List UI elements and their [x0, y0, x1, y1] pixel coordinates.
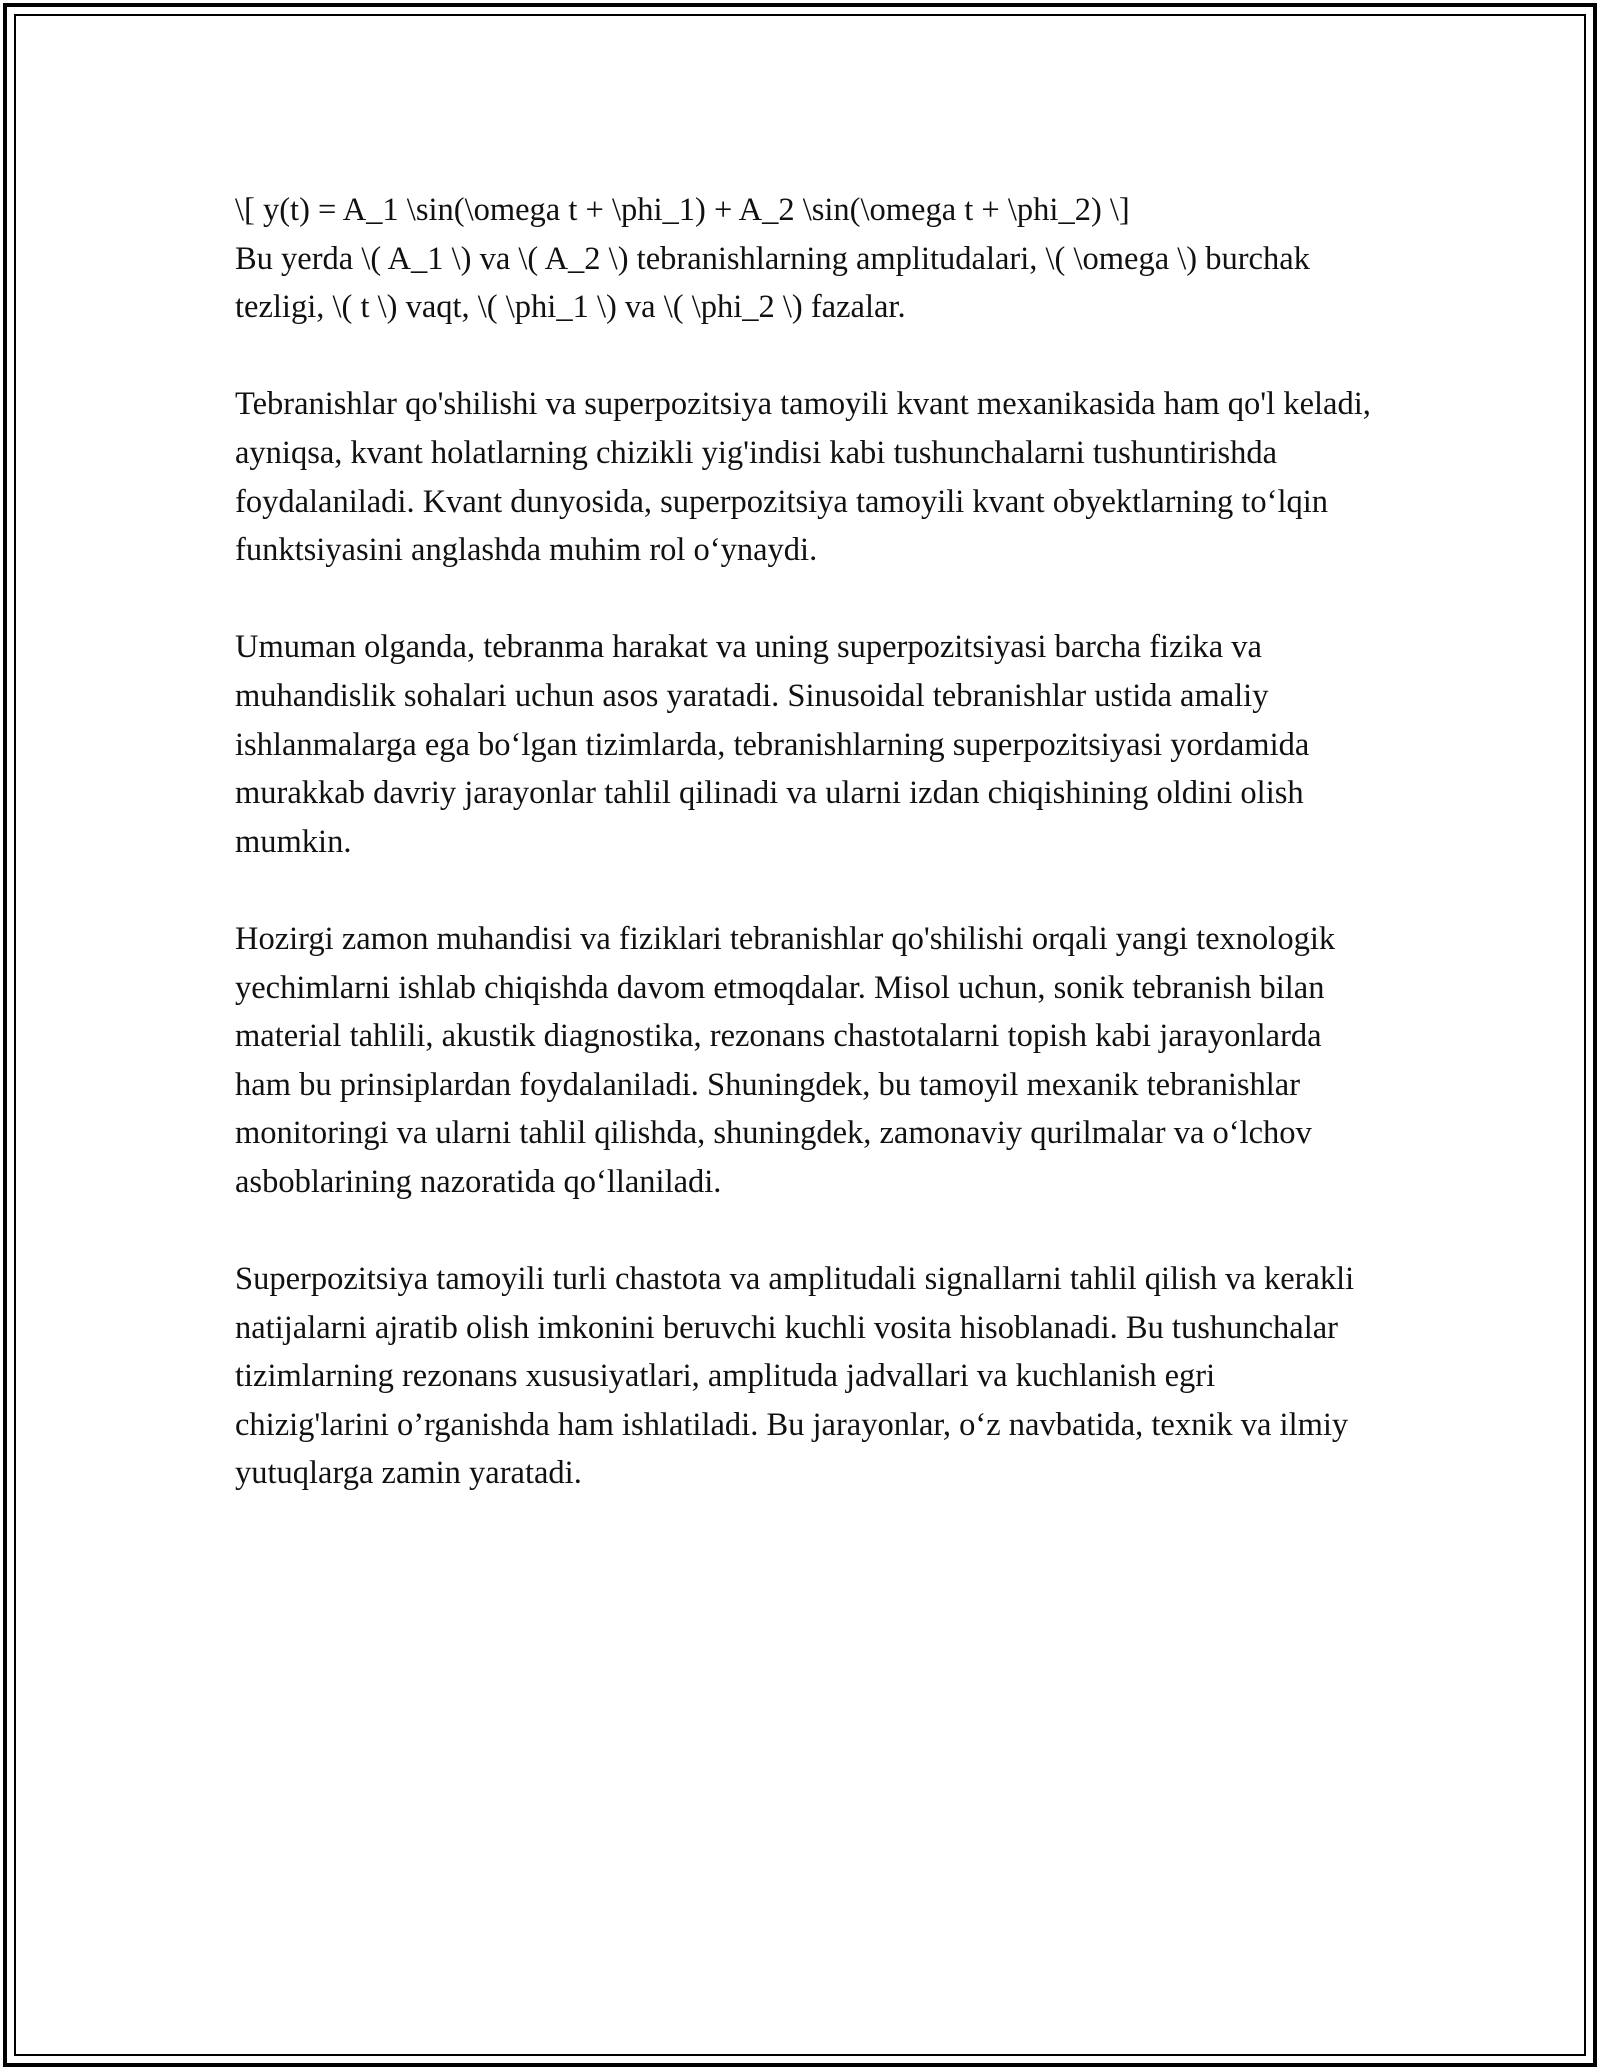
formula-explanation-paragraph: Bu yerda \( A_1 \) va \( A_2 \) tebranishlarning amplitudalari, \( \omega \) burchak tezligi, \( t \) vaqt, \( \phi_1 \) va \( \phi_2 \) fazalar. — [235, 240, 1310, 326]
modern-applications-paragraph: Hozirgi zamon muhandisi va fiziklari tebranishlar qo'shilishi orqali yangi texnologik yechimlarni ishlab chiqishda davom etmoqdalar. Misol uchun, sonik tebranish bilan material tahlili, akustik diagnostika, rezonans chastotalarni topish kabi jarayonlarda ham bu prinsiplardan foydalaniladi. Shuningdek, bu tamoyil mexanik tebranishlar monitoringi va ularni tahlil qilishda, shuningdek, zamonaviy qurilmalar va o‘lchov asboblarining nazoratida qo‘llaniladi. — [235, 920, 1336, 1200]
signal-analysis-paragraph: Superpozitsiya tamoyili turli chastota va amplitudali signallarni tahlil qilish va kerakli natijalarni ajratib olish imkonini beruvchi kuchli vosita hisoblanadi. Bu tushunchalar tizimlarning rezonans xususiyatlari, amplituda jadvallari va kuchlanish egri chizig'larini o’rganishda ham ishlatiladi. Bu jarayonlar, o‘z navbatida, texnik va ilmiy yutuqlarga zamin yaratadi. — [235, 1261, 1355, 1492]
engineering-paragraph: Umuman olganda, tebranma harakat va uning superpozitsiyasi barcha fizika va muhandislik sohalari uchun asos yaratadi. Sinusoidal tebranishlar ustida amaliy ishlanmalarga ega bo‘lgan tizimlarda, tebranishlarning superpozitsiyasi yordamida murakkab davriy jarayonlar tahlil qilinadi va ularni izdan chiqishining oldini olish mumkin. — [235, 629, 1310, 860]
formula-paragraph: \[ y(t) = A_1 \sin(\omega t + \phi_1) + A_2 \sin(\omega t + \phi_2) \] — [235, 192, 1130, 228]
quantum-paragraph: Tebranishlar qo'shilishi va superpozitsiya tamoyili kvant mexanikasida ham qo'l keladi, ayniqsa, kvant holatlarning chizikli yig'indisi kabi tushunchalarni tushuntirishda foydalaniladi. Kvant dunyosida, superpozitsiya tamoyili kvant obyektlarning to‘lqin funktsiyasini anglashda muhim rol o‘ynaydi. — [235, 386, 1371, 569]
document-body — [235, 186, 1375, 1547]
